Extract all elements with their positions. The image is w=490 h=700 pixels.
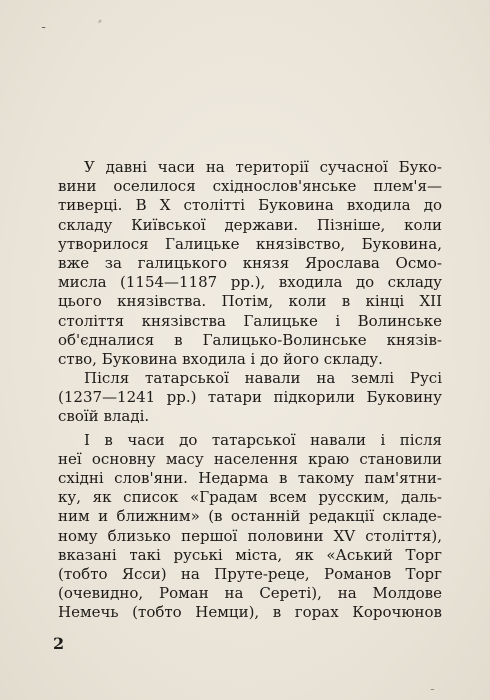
text-line: У давні часи на території сучасної Буко-: [84, 158, 442, 176]
text-line: мисла (1154—1187 рр.), входила до складу: [58, 273, 442, 292]
text-line: (1237—1241 рр.) татари підкорили Буковину: [58, 388, 442, 407]
text-line: об'єдналися в Галицько-Волинське князів-: [58, 330, 442, 349]
text-line: ним и ближним» (в останній редакції складе-: [58, 507, 442, 526]
text-line: І в часи до татарської навали і після: [84, 430, 442, 449]
text-line: (очевидно, Роман на Сереті), на Молдове: [58, 584, 442, 603]
ink-mark: ⸗: [98, 14, 102, 27]
paragraph-3: [58, 431, 442, 623]
text-line: ному близько першої половини XV століття),: [58, 526, 442, 545]
text-line: вже за галицького князя Ярослава Осмо-: [58, 253, 442, 272]
text-line: ку, як список «Градам всем русским, даль-: [58, 488, 442, 507]
ink-mark: ـ: [42, 18, 46, 31]
ink-mark: ـ: [431, 682, 434, 693]
body-text: [58, 158, 442, 623]
text-line: своїй владі.: [58, 407, 150, 426]
paragraph-2: [58, 369, 442, 427]
text-line: вини оселилося східнослов'янське плем'я—: [58, 177, 442, 196]
text-line: цього князівства. Потім, коли в кінці XII: [58, 292, 442, 311]
text-line: тиверці. В X столітті Буковина входила до: [58, 196, 442, 215]
text-line: Немечь (тобто Немци), в горах Корочюнов: [58, 603, 442, 622]
text-line: східні слов'яни. Недарма в такому пам'ятни-: [58, 469, 442, 487]
text-line: утворилося Галицьке князівство, Буковина,: [58, 234, 442, 253]
text-line: вказані такі руські міста, як «Аський Торг: [58, 545, 442, 564]
text-line: неї основну масу населення краю становили: [58, 449, 442, 468]
page-number: 2: [53, 634, 65, 653]
text-line: Після татарської навали на землі Русі: [84, 369, 442, 388]
text-line: (тобто Ясси) на Пруте-реце, Романов Торг: [58, 564, 442, 583]
text-line: складу Київської держави. Пізніше, коли: [58, 215, 442, 234]
text-line: ство, Буковина входила і до його складу.: [58, 349, 383, 368]
paragraph-1: [58, 158, 442, 369]
text-line: століття князівства Галицьке і Волинське: [58, 311, 442, 330]
